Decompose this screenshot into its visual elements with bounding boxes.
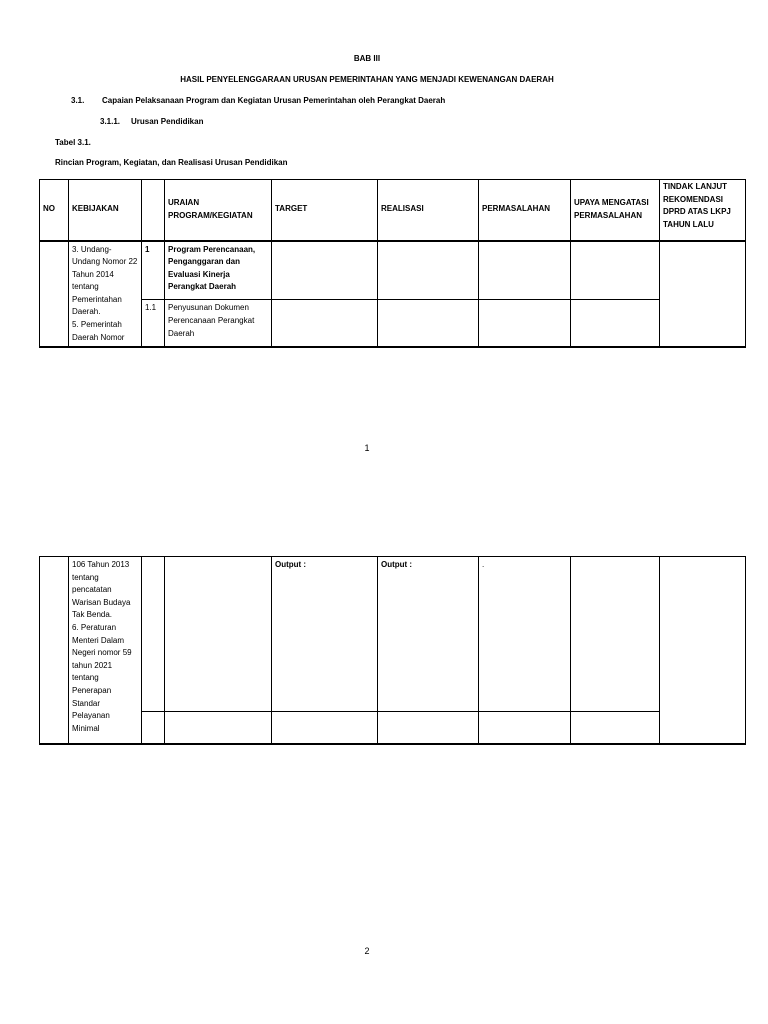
page-number: 1 <box>364 443 370 453</box>
table-caption: Rincian Program, Kegiatan, dan Realisasi Urusan Pendidikan <box>55 158 288 167</box>
header-upaya: UPAYA MENGATASI PERMASALAHAN <box>571 180 660 241</box>
table-row <box>40 557 746 712</box>
header-realisasi: REALISASI <box>378 180 479 241</box>
cell-activity-name: Penyusunan Dokumen Perencanaan Perangkat Daerah <box>165 300 272 347</box>
cell-permasalahan <box>479 712 571 744</box>
cell-target-output: Output : <box>272 557 378 712</box>
program-table-page1 <box>39 179 746 348</box>
cell-kebijakan: 106 Tahun 2013 tentang pencatatan Warisan Budaya Tak Benda. 6. Peraturan Menteri Dalam Negeri nomor 59 tahun 2021 tentang Penerapan Standar Pelayanan Minimal <box>69 557 142 744</box>
section-number: 3.1. <box>71 96 85 105</box>
cell-realisasi <box>378 300 479 347</box>
table-row <box>40 241 746 300</box>
cell-target <box>272 241 378 300</box>
cell-target <box>272 300 378 347</box>
cell-upaya <box>571 712 660 744</box>
chapter-title: HASIL PENYELENGGARAAN URUSAN PEMERINTAHAN YANG MENJADI KEWENANGAN DAERAH <box>180 75 554 84</box>
cell-realisasi <box>378 712 479 744</box>
cell-kebijakan: 3. Undang-Undang Nomor 22 Tahun 2014 tentang Pemerintahan Daerah. 5. Pemerintah Daerah Nomor <box>69 241 142 348</box>
cell-program-name: Program Perencanaan, Penganggaran dan Evaluasi Kinerja Perangkat Daerah <box>165 241 272 300</box>
cell-tindak-lanjut <box>660 241 746 348</box>
header-uraian: URAIAN PROGRAM/KEGIATAN <box>165 180 272 241</box>
header-no: NO <box>40 180 69 241</box>
cell-permasalahan <box>479 300 571 347</box>
table-label: Tabel 3.1. <box>55 138 91 147</box>
cell-upaya <box>571 300 660 347</box>
cell-permasalahan: . <box>479 557 571 712</box>
cell-no <box>40 557 69 744</box>
table-row <box>40 712 746 744</box>
cell-target <box>272 712 378 744</box>
cell-realisasi-output: Output : <box>378 557 479 712</box>
header-tindak-lanjut: TINDAK LANJUT REKOMENDASI DPRD ATAS LKPJ TAHUN LALU <box>660 180 746 241</box>
chapter-heading: BAB III <box>353 54 381 63</box>
cell-upaya <box>571 557 660 712</box>
header-kebijakan: KEBIJAKAN <box>69 180 142 241</box>
table-header-row <box>40 180 746 241</box>
cell-kode <box>142 557 165 712</box>
header-target: TARGET <box>272 180 378 241</box>
program-table-page2 <box>39 556 746 745</box>
header-permasalahan: PERMASALAHAN <box>479 180 571 241</box>
table-row <box>40 300 746 347</box>
header-kode <box>142 180 165 241</box>
cell-uraian <box>165 557 272 712</box>
page-number: 2 <box>364 946 370 956</box>
cell-permasalahan <box>479 241 571 300</box>
section-title: Capaian Pelaksanaan Program dan Kegiatan Urusan Pemerintahan oleh Perangkat Daerah <box>102 96 446 105</box>
cell-tindak-lanjut <box>660 557 746 744</box>
cell-activity-code: 1.1 <box>142 300 165 347</box>
cell-kode <box>142 712 165 744</box>
cell-realisasi <box>378 241 479 300</box>
cell-program-code: 1 <box>142 241 165 300</box>
cell-uraian <box>165 712 272 744</box>
subsection-title: Urusan Pendidikan <box>131 117 204 126</box>
cell-no <box>40 241 69 348</box>
cell-upaya <box>571 241 660 300</box>
subsection-number: 3.1.1. <box>100 117 121 126</box>
